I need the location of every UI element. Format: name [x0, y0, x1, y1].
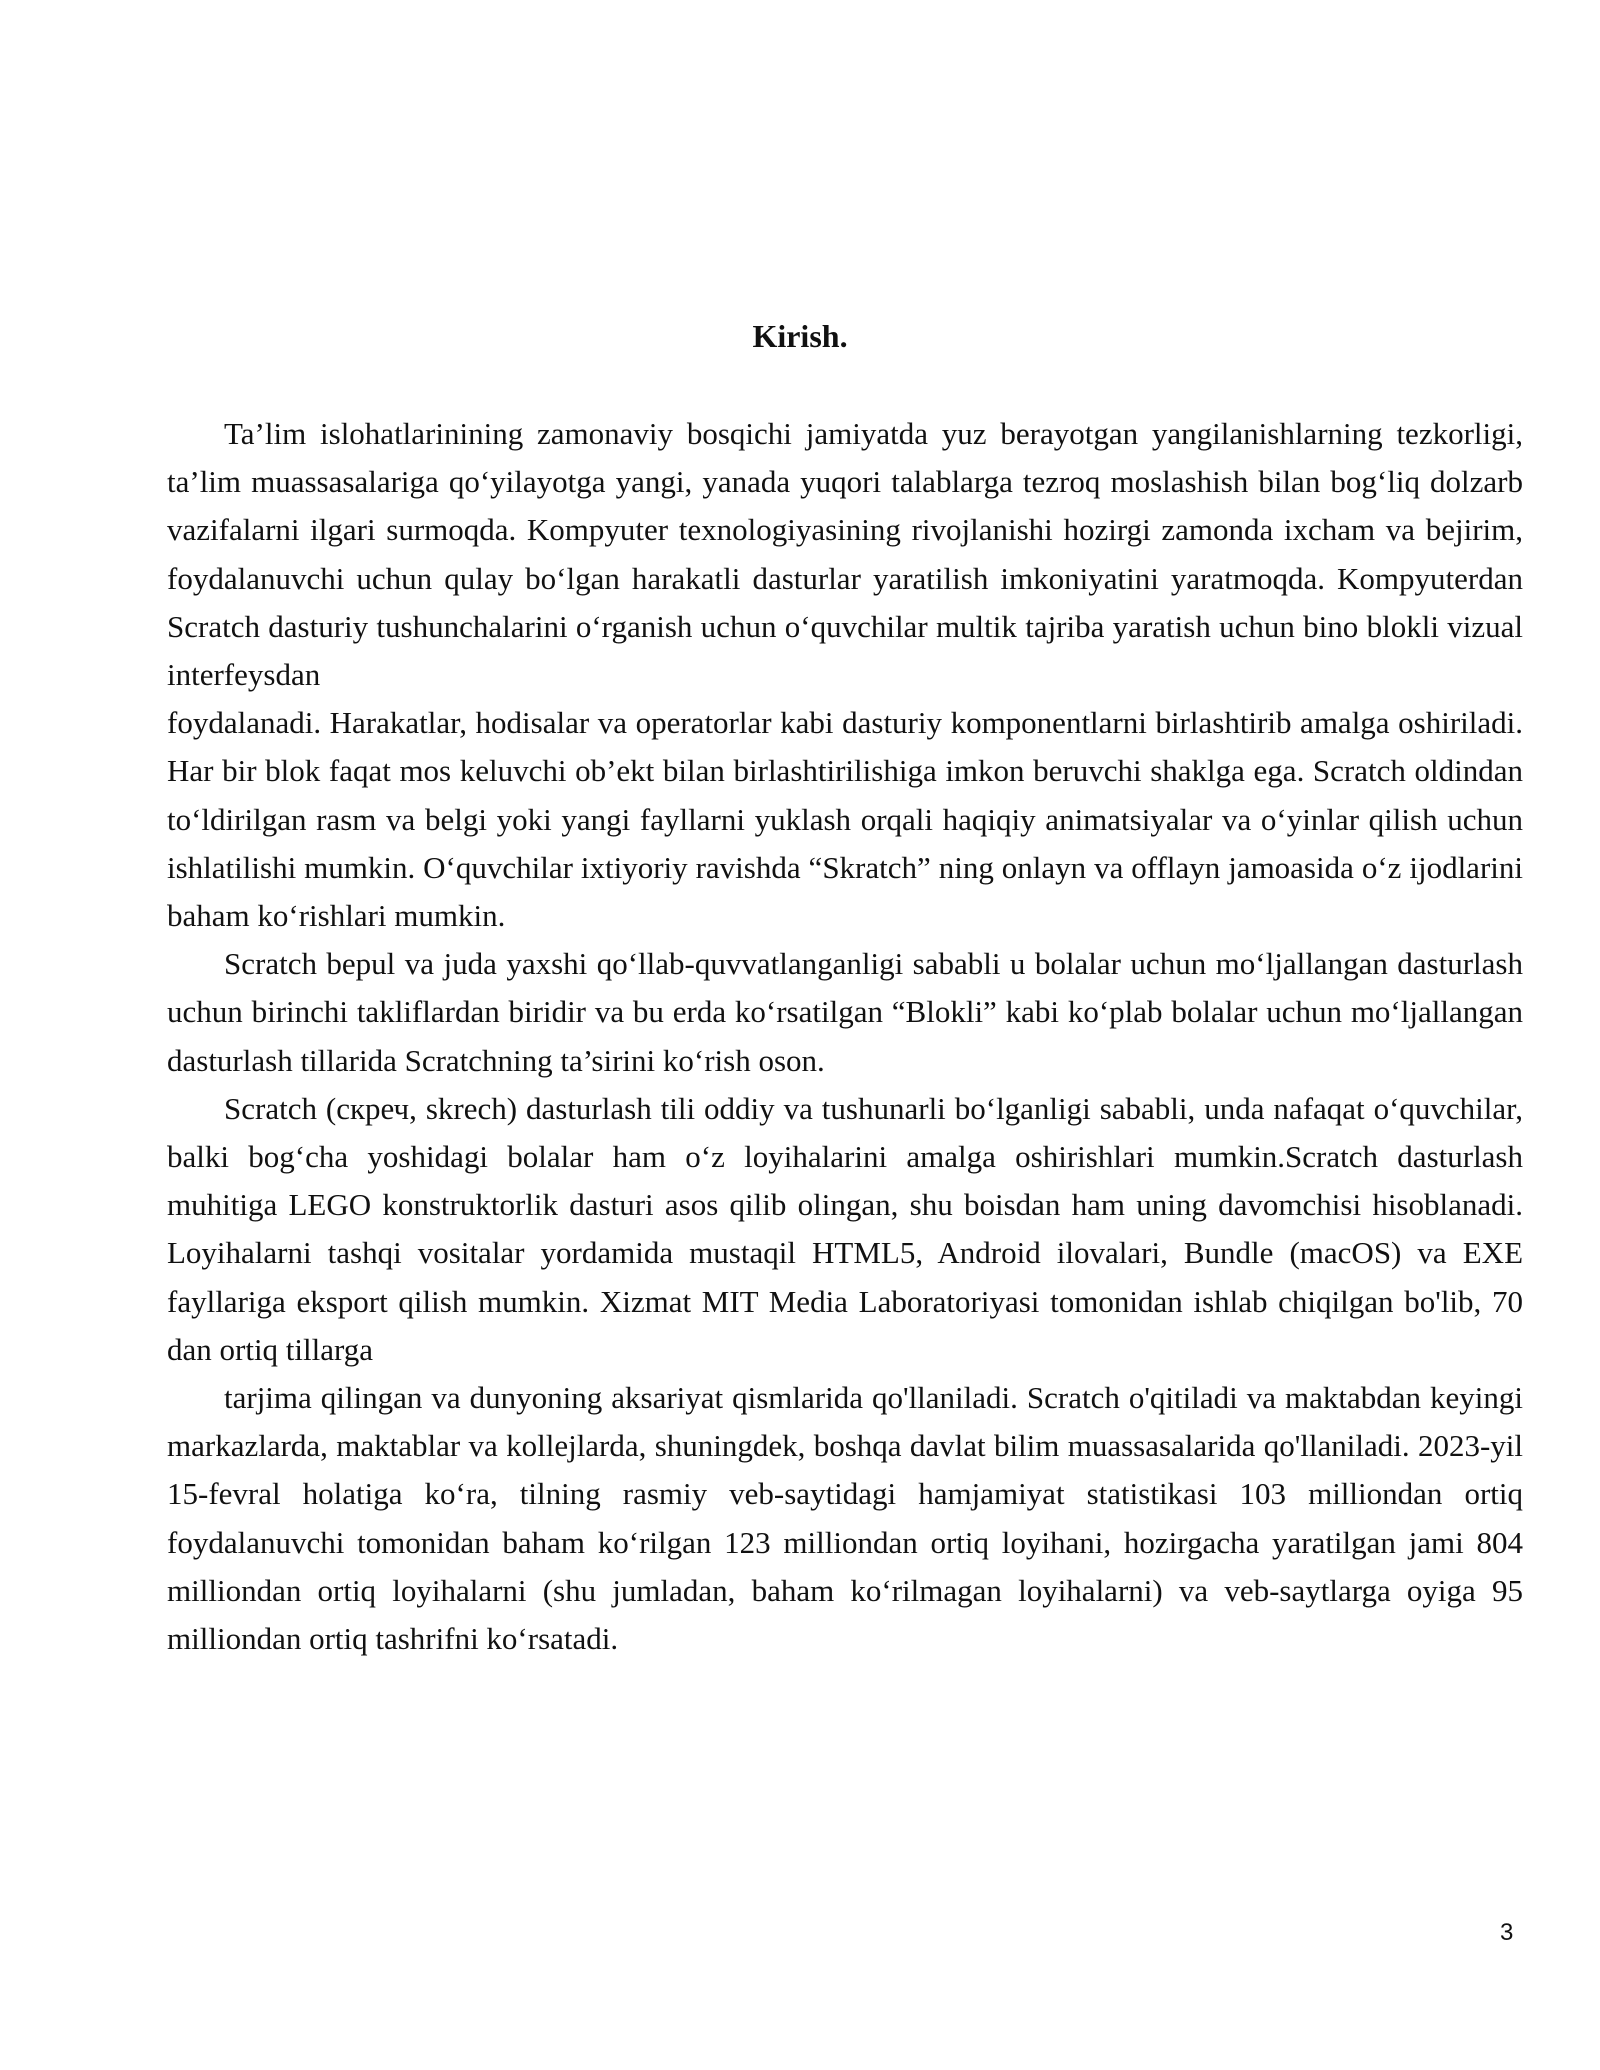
page-number: 3 [1500, 1919, 1514, 1946]
paragraph-5: tarjima qilingan va dunyoning aksariyat qismlarida qo'llaniladi. Scratch o'qitiladi va maktabdan keyingi markazlarda, maktablar va kollejlarda, shuningdek, boshqa davlat bilim muassasalarida qo'llaniladi. 2023-yil 15-fevral holatiga ko‘ra, tilning rasmiy veb-saytidagi hamjamiyat statistikasi 103 milliondan ortiq foydalanuvchi tomonidan baham ko‘rilgan 123 milliondan ortiq loyihani, hozirgacha yaratilgan jami 804 milliondan ortiq loyihalarni (shu jumladan, baham ko‘rilmagan loyihalarni) va veb-saytlarga oyiga 95 milliondan ortiq tashrifni ko‘rsatadi. [167, 1380, 1523, 1657]
paragraph-3: Scratch bepul va juda yaxshi qo‘llab-quvvatlanganligi sababli u bolalar uchun mo‘ljallangan dasturlash uchun birinchi takliflardan biridir va bu erda ko‘rsatilgan “Blokli” kabi ko‘plab bolalar uchun mo‘ljallangan dasturlash tillarida Scratchning ta’sirini ko‘rish oson. [167, 946, 1523, 1078]
body-text [167, 410, 1523, 1663]
paragraph-4: Scratch (скреч, skrech) dasturlash tili oddiy va tushunarli bo‘lganligi sababli, unda nafaqat o‘quvchilar, balki bog‘cha yoshidagi bolalar ham o‘z loyihalarini amalga oshirishlari mumkin.Scratch dasturlash muhitiga LEGO konstruktorlik dasturi asos qilib olingan, shu boisdan ham uning davomchisi hisoblanadi. Loyihalarni tashqi vositalar yordamida mustaqil HTML5, Android ilovalari, Bundle (macOS) va EXE fayllariga eksport qilish mumkin. Xizmat MIT Media Laboratoriyasi tomonidan ishlab chiqilgan bo'lib, 70 dan ortiq tillarga [167, 1090, 1523, 1367]
page-title: Kirish. [752, 318, 848, 354]
paragraph-2: foydalanadi. Harakatlar, hodisalar va operatorlar kabi dasturiy komponentlarni birlashtirib amalga oshiriladi. Har bir blok faqat mos keluvchi ob’ekt bilan birlashtirilishiga imkon beruvchi shaklga ega. Scratch oldindan to‘ldirilgan rasm va belgi yoki yangi fayllarni yuklash orqali haqiqiy animatsiyalar va o‘yinlar qilish uchun ishlatilishi mumkin. O‘quvchilar ixtiyoriy ravishda “Skratch” ning onlayn va offlayn jamoasida o‘z ijodlarini baham ko‘rishlari mumkin. [167, 705, 1523, 934]
paragraph-1: Ta’lim islohatlarinining zamonaviy bosqichi jamiyatda yuz berayotgan yangilanishlarning tezkorligi, ta’lim muassasalariga qo‘yilayotga yangi, yanada yuqori talablarga tezroq moslashish bilan bog‘liq dolzarb vazifalarni ilgari surmoqda. Kompyuter texnologiyasining rivojlanishi hozirgi zamonda ixcham va bejirim, foydalanuvchi uchun qulay bo‘lgan harakatli dasturlar yaratilish imkoniyatini yaratmoqda. Kompyuterdan Scratch dasturiy tushunchalarini o‘rganish uchun o‘quvchilar multik tajriba yaratish uchun bino blokli vizual interfeysdan [167, 416, 1523, 693]
